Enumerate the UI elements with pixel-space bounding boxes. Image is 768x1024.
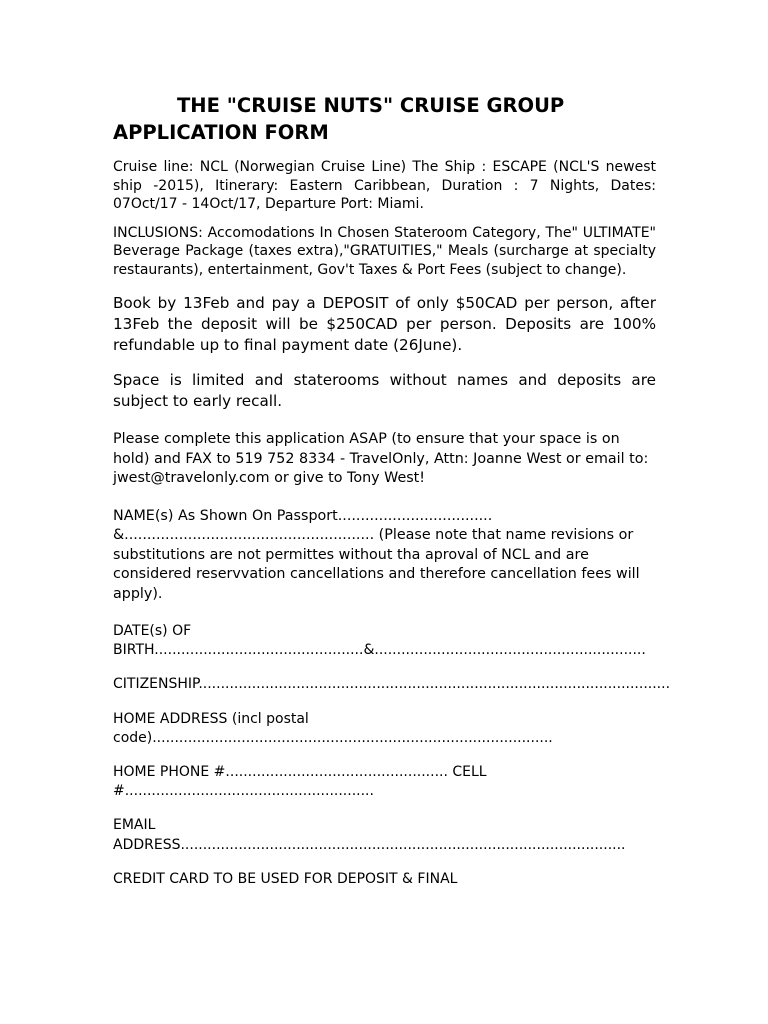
- names-label: NAME(s) As Shown On Passport: [113, 507, 338, 524]
- email-dots: ....................................................................................................: [180, 836, 626, 853]
- title-line-1: THE "CRUISE NUTS" CRUISE GROUP: [177, 94, 565, 117]
- names-note: (Please note that name revisions or substitutions are not permittes without tha aproval of NCL and are considered reservvation cancellations and therefore cancellation fees will apply).: [113, 527, 640, 602]
- space-paragraph: Space is limited and staterooms without names and deposits are subject to early recall.: [113, 371, 656, 410]
- email-field[interactable]: [113, 816, 656, 854]
- citizenship-field[interactable]: [113, 675, 671, 694]
- citizenship-dots: ..........................................................................................................: [198, 676, 671, 693]
- deposit-paragraph: Book by 13Feb and pay a DEPOSIT of only $50CAD per person, after 13Feb the deposit will be $250CAD per person. Deposits are 100% refundable up to final payment date (26June).: [113, 294, 656, 354]
- credit-card-heading: CREDIT CARD TO BE USED FOR DEPOSIT & FINAL: [113, 870, 458, 887]
- application-form: [113, 92, 671, 904]
- title-line-2: APPLICATION FORM: [113, 121, 329, 144]
- cell-label: CELL #: [113, 764, 487, 800]
- instructions-paragraph: Please complete this application ASAP (to ensure that your space is on hold) and FAX to 519 752 8334 - TravelOnly, Attn: Joanne West or email to: jwest@travelonly.com or give to Tony West!: [113, 431, 649, 486]
- names-field[interactable]: [113, 507, 656, 605]
- citizenship-label: CITIZENSHIP: [113, 676, 199, 693]
- phone-field[interactable]: [113, 763, 656, 801]
- names-dots-2: .......................................................: [124, 527, 375, 543]
- date-of-birth-field[interactable]: [113, 622, 656, 660]
- dob-amp: &: [363, 642, 375, 659]
- dob-label: DATE(s) OF BIRTH: [113, 623, 192, 659]
- dob-dots-2: .............................................................: [374, 642, 646, 659]
- names-amp: &: [113, 527, 125, 543]
- phone-label: HOME PHONE #: [113, 764, 226, 781]
- address-label: HOME ADDRESS (incl postal code): [113, 710, 309, 746]
- cell-dots: ........................................................: [124, 783, 374, 800]
- home-address-field[interactable]: [113, 710, 656, 748]
- address-dots: ..........................................................................................: [152, 729, 553, 746]
- dob-dots-1: ...............................................: [154, 642, 364, 659]
- email-label: EMAIL ADDRESS: [113, 817, 181, 853]
- phone-dots: ..................................................: [225, 764, 448, 781]
- inclusions-paragraph: INCLUSIONS: Accomodations In Chosen Stateroom Category, The" ULTIMATE" Beverage Package (taxes extra),"GRATUITIES," Meals (surcharge at specialty restaurants), entertainment, Gov't Taxes & Port Fees (subject to change).: [113, 224, 656, 278]
- names-dots-1: ..................................: [337, 507, 493, 524]
- cruise-info-paragraph: Cruise line: NCL (Norwegian Cruise Line) The Ship : ESCAPE (NCL'S newest ship -2015), Itinerary: Eastern Caribbean, Duration : 7 Nights, Dates: 07Oct/17 - 14Oct/17, Departure Port: Miami.: [113, 159, 656, 212]
- form-title: [113, 92, 656, 146]
